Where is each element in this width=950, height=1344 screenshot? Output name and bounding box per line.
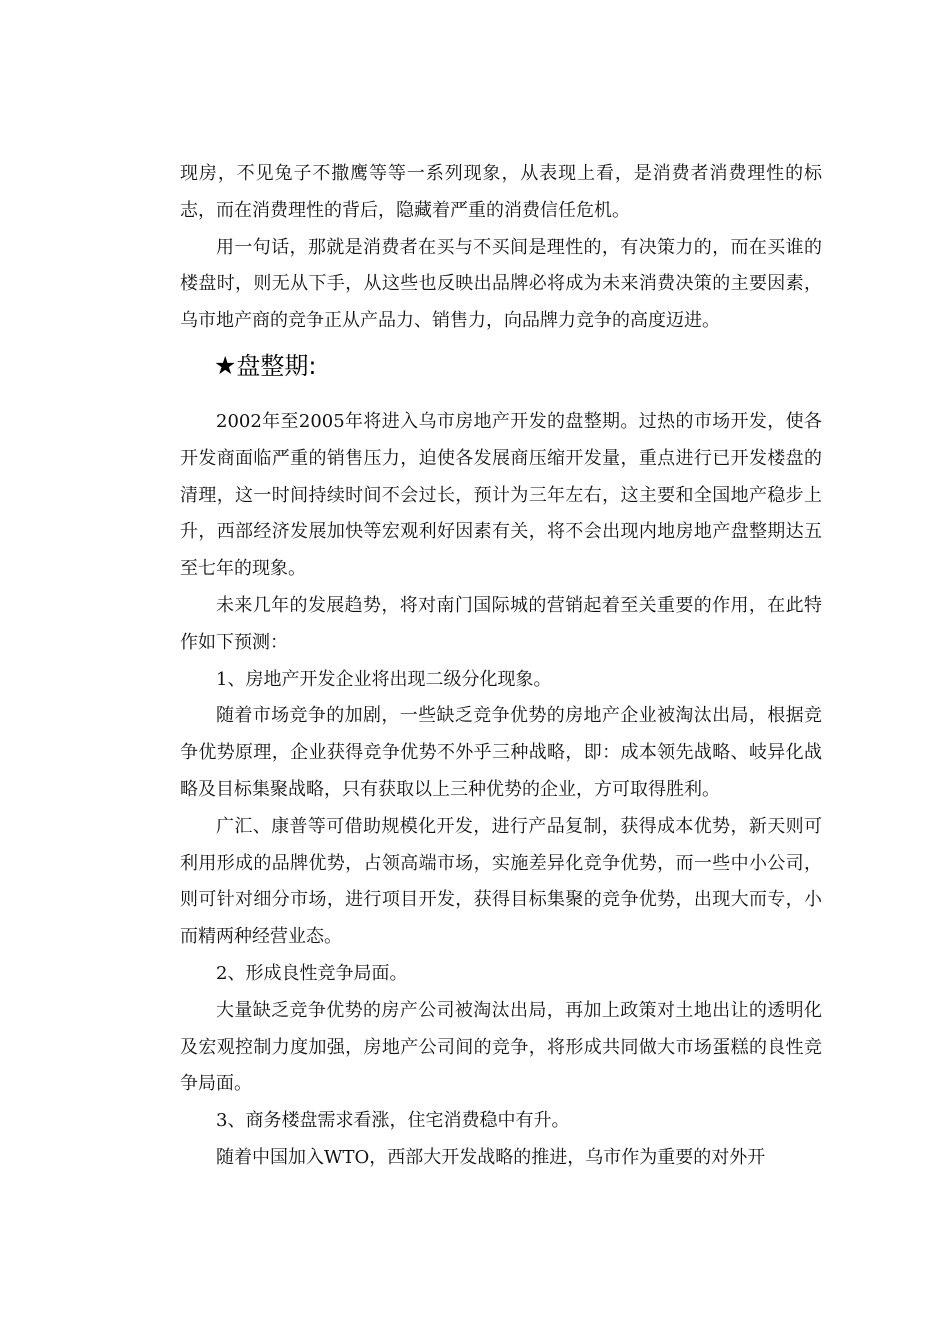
paragraph: 随着市场竞争的加剧，一些缺乏竞争优势的房地产企业被淘汰出局，根据竞争优势原理，企业获得竞争优势不外乎三种战略，即：成本领先战略、岐异化战略及目标集聚战略，只有获取以上三种优势的企业，方可取得胜利。 [180, 705, 822, 800]
section-heading-text: 盘整期: [236, 351, 317, 380]
paragraph: 2002年至2005年将进入乌市房地产开发的盘整期。过热的市场开发，使各开发商面临严重的销售压力，迫使各发展商压缩开发量，重点进行已开发楼盘的清理，这一时间持续时间不会过长，预计为三年左右，这主要和全国地产稳步上升，西部经济发展加快等宏观利好因素有关，将不会出现内地房地产盘整期达五至七年的现象。 [180, 410, 822, 580]
list-point-3: 3、商务楼盘需求看涨，住宅消费稳中有升。 [216, 1110, 570, 1132]
section-heading [214, 346, 822, 386]
paragraph: 用一句话，那就是消费者在买与不买间是理性的，有决策力的，而在买谁的楼盘时，则无从下手，从这些也反映出品牌必将成为未来消费决策的主要因素，乌市地产商的竞争正从产品力、销售力，向品牌力竞争的高度迈进。 [180, 236, 822, 332]
paragraph: 未来几年的发展趋势，将对南门国际城的营销起着至关重要的作用，在此特作如下预测： [180, 594, 822, 653]
paragraph: 随着中国加入WTO，西部大开发战略的推进，乌市作为重要的对外开 [216, 1146, 766, 1168]
paragraph-continuation: 现房，不见兔子不撒鹰等等一系列现象，从表现上看，是消费者消费理性的标志，而在消费理性的背后，隐藏着严重的消费信任危机。 [180, 163, 822, 221]
star-icon: ★ [214, 350, 237, 380]
document-body [180, 156, 822, 1177]
paragraph: 大量缺乏竞争优势的房产公司被淘汰出局，再加上政策对土地出让的透明化及宏观控制力度加强，房地产公司间的竞争，将形成共同做大市场蛋糕的良性竞争局面。 [180, 999, 822, 1095]
list-point-1: 1、房地产开发企业将出现二级分化现象。 [216, 668, 552, 690]
list-point-2: 2、形成良性竞争局面。 [216, 962, 408, 984]
paragraph: 广汇、康普等可借助规模化开发，进行产品复制，获得成本优势，新天则可利用形成的品牌优势，占领高端市场，实施差异化竞争优势，而一些中小公司，则可针对细分市场，进行项目开发，获得目标集聚的竞争优势，出现大而专，小而精两种经营业态。 [180, 815, 822, 948]
